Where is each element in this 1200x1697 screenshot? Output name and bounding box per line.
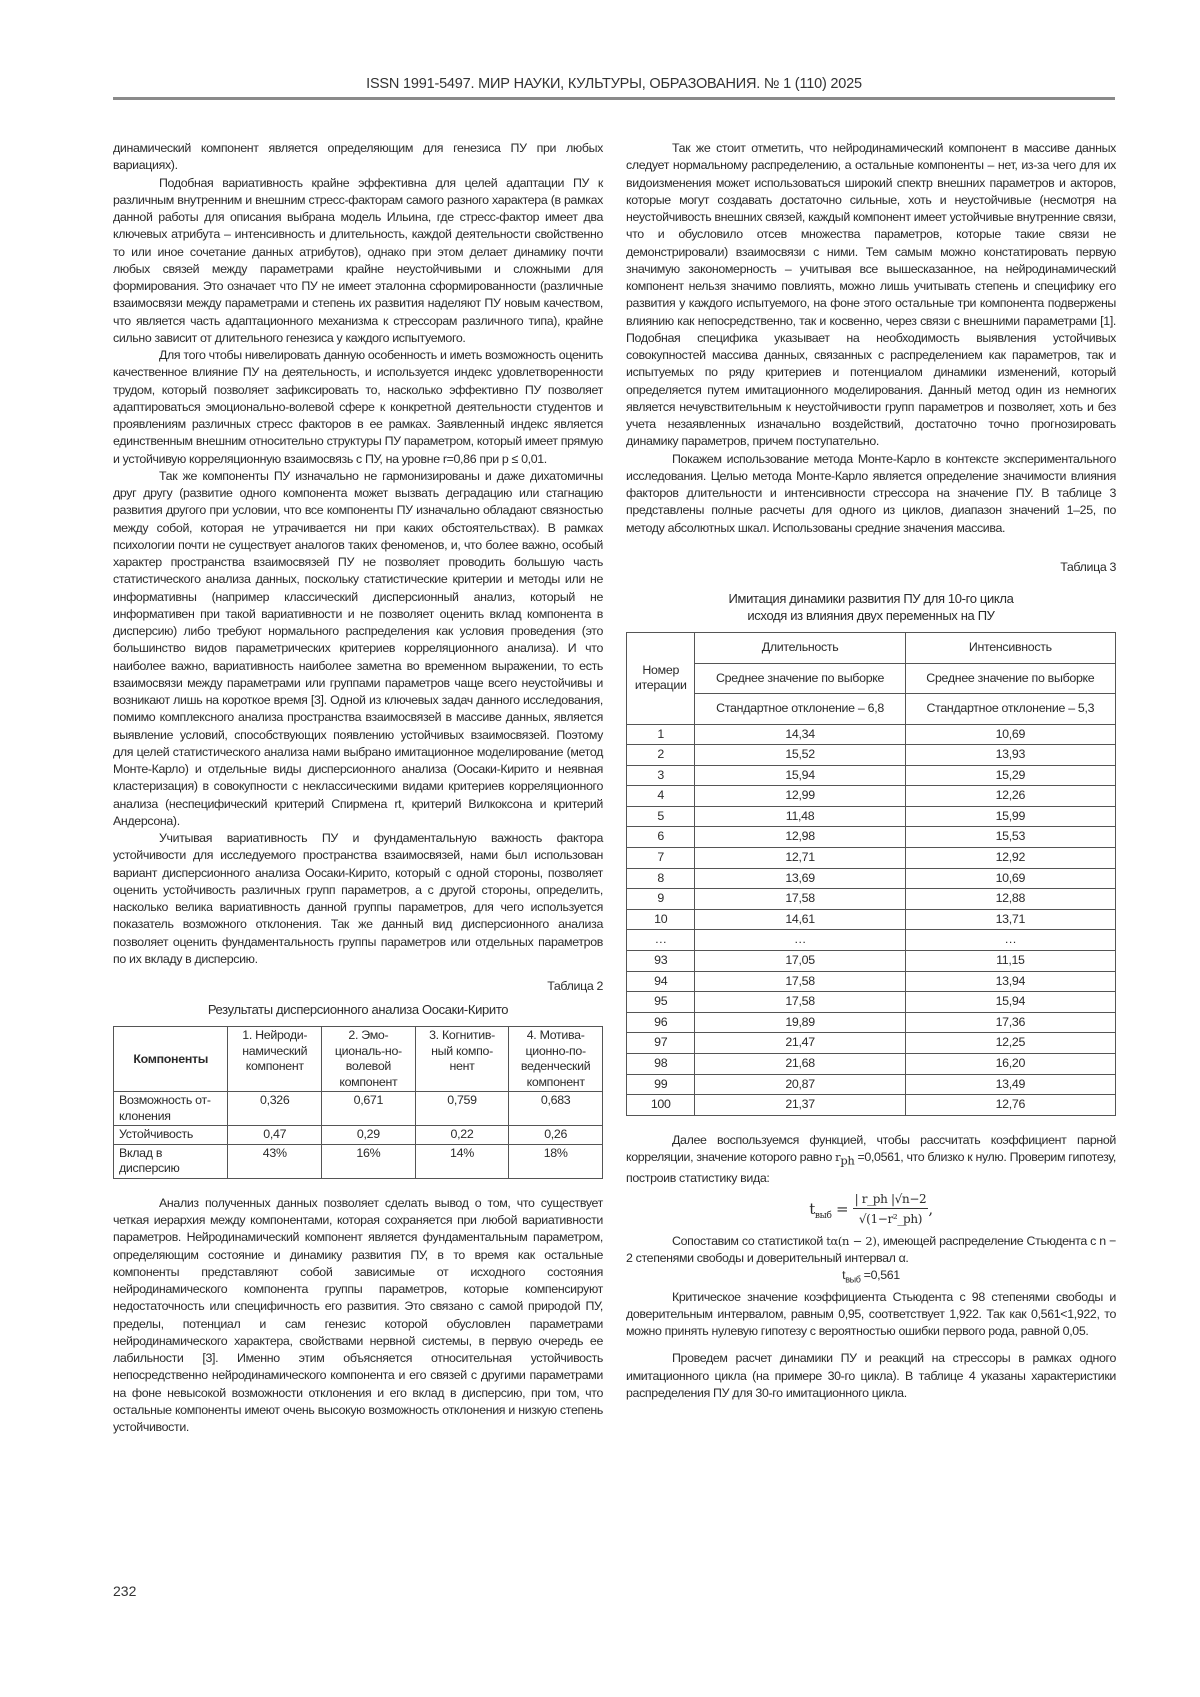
table2 [113,1026,603,1179]
page-number: 232 [113,1583,137,1599]
table3-intensity-cell: 10,69 [905,724,1115,745]
table3-intensity-cell: 16,20 [905,1054,1115,1075]
table2-row-label: Возможность от-клонения [114,1092,228,1126]
paragraph: Далее воспользуемся функцией, чтобы рассчитать коэффициент парной корреляции, значение которого равно $r_{ph} =0,0561$, что близко к нулю. Проверим гипотезу, построив статистику вида: [626,1132,1116,1185]
table3-iteration-cell: 100 [627,1095,695,1116]
table3-row [627,848,1116,869]
table3-row [627,951,1116,972]
table3-iteration-cell: 10 [627,909,695,930]
table3-intensity-cell: 13,71 [905,909,1115,930]
table3-iteration-cell: 97 [627,1033,695,1054]
table2-row [114,1144,603,1178]
table3-iteration-cell: 1 [627,724,695,745]
paragraph: Так же компоненты ПУ изначально не гармонизированы и даже дихатомичны друг другу (развитие одного компонента может вызвать деградацию или стагнацию развития другого при условии, что все компоненты ПУ изначально обладают связностью между собой, которая не утрачивается ни при каких обстоятельствах). В рамках психологии почти не существует аналогов таких феноменов, и, что более важно, особый характер пространства взаимосвязей ПУ не позволяет проводить большую часть статистического анализа данных, поскольку статистические критерии и методы или не информативны (например классический дисперсионный анализ, который не информативен при такой вариативности и не позволяет оценить вклад компонента в дисперсию) либо требуют нормального распределения как условия проведения (это большинство видов параметрических критериев корреляционного анализа). И что наиболее важно, вариативность наиболее заметна во временном выражении, то есть взаимосвязи между параметрами или группами параметров чаще всего неустойчивы и возникают лишь на короткое время [3]. Одной из ключевых задач данного исследования, помимо комплексного анализа пространства взаимосвязей в массиве данных, является выявление условий, способствующих появлению устойчивых взаимосвязей. Поэтому для целей статистического анализа нами выбрано имитационное моделирование (метод Монте-Карло) и отдельные виды дисперсионного анализа (Оосаки-Кирито и неявная кластеризация) в совокупности с неклассическими видами критериев корреляционного анализа (неспецифический критерий Спирмена rt, критерий Вилкоксона и критерий Андерсона). [113,468,603,828]
table3-intensity-cell: 13,94 [905,971,1115,992]
table3-subheader-std: Стандартное отклонение – 6,8 [695,694,905,725]
table3-duration-cell: 21,47 [695,1033,905,1054]
table2-header-cell: Компоненты [114,1027,228,1092]
table3-duration-cell: 14,34 [695,724,905,745]
table3-label: Таблица 3 [1060,559,1116,574]
table3-iteration-cell: 98 [627,1054,695,1075]
table3-iteration-cell: 2 [627,745,695,766]
table2-header-cell: 1. Нейроди-намический компонент [228,1027,322,1092]
t-value: $t_{выб} =0,561$ [842,1268,900,1285]
table3-duration-cell: 21,37 [695,1095,905,1116]
table3-header-duration: Длительность [695,633,905,664]
table3-intensity-cell: 15,94 [905,992,1115,1013]
table3-intensity-cell: 10,69 [905,868,1115,889]
table3-iteration-cell: 8 [627,868,695,889]
table3-duration-cell: … [695,930,905,951]
table3-row [627,765,1116,786]
formula-fraction [853,1191,929,1229]
table3-header-row [627,694,1116,725]
table2-cell: 0,22 [415,1126,509,1145]
table2-row [114,1092,603,1126]
table3-intensity-cell: 12,26 [905,786,1115,807]
table3-duration-cell: 17,58 [695,992,905,1013]
table3-row [627,745,1116,766]
table2-title: Результаты дисперсионного анализа Оосаки-Кирито [207,1002,509,1018]
table3-header-row [627,633,1116,664]
table3-subheader-std: Стандартное отклонение – 5,3 [905,694,1115,725]
table3-row [627,930,1116,951]
table3-iteration-cell: 3 [627,765,695,786]
table3-iteration-cell: 96 [627,1012,695,1033]
table3-intensity-cell: 11,15 [905,951,1115,972]
table3-intensity-cell: 15,29 [905,765,1115,786]
table2-label: Таблица 2 [547,979,603,993]
table3-intensity-cell: 12,25 [905,1033,1115,1054]
table3-row [627,827,1116,848]
table3-row [627,1033,1116,1054]
paragraph: Сопоставим со статистикой tα(n − 2), имеющей распределение Стьюдента с n − 2 степенями свободы и доверительный интервал α. [626,1233,1116,1265]
table3-intensity-cell: 12,76 [905,1095,1115,1116]
table3-row [627,1054,1116,1075]
paragraph: динамический компонент является определяющим для генезиса ПУ при любых вариациях). [113,141,603,173]
table3-subheader-mean: Среднее значение по выборке [695,663,905,694]
table3-row [627,889,1116,910]
table3-iteration-cell: … [627,930,695,951]
table3-duration-cell: 12,71 [695,848,905,869]
table3-row [627,971,1116,992]
paragraph: Анализ полученных данных позволяет сделать вывод о том, что существует четкая иерархия между компонентами, которая сохраняется при любой вариативности параметров. Нейродинамический компонент является фундаментальным параметром, определяющим состояние и динамику развития ПУ, в то время как остальные компоненты представляют собой зависимые от исходного состояния нейродинамического компонента группы параметров, которые компенсируют недостаточность или специфичность его развития. Это связано с самой природой ПУ, пределы, потенциал и сам генезис которой обусловлен параметрами нейродинамического характера, свойствами нервной системы, в первую очередь ее лабильности [3]. Именно этим объясняется относительная устойчивость непосредственно нейродинамического компонента и его связей с другими параметрами на фоне невысокой возможности отклонения и его вклад в дисперсию, при том, что остальные компоненты имеют очень высокую возможность отклонения и низкую степень устойчивости. [113,1195,603,1434]
formula-numerator: | r_ph |√n−2 [853,1191,929,1209]
table3-row [627,724,1116,745]
table3-duration-cell: 15,94 [695,765,905,786]
table2-header-cell: 2. Эмо-циональ-но-волевой компонент [322,1027,416,1092]
table3-row [627,1074,1116,1095]
right-column [626,140,1116,1402]
table2-cell: 18% [509,1144,603,1178]
table3-iteration-cell: 99 [627,1074,695,1095]
table3-title-line2: исходя из влияния двух переменных на ПУ [747,608,995,623]
table2-row [114,1126,603,1145]
table3-intensity-cell: … [905,930,1115,951]
table3-duration-cell: 15,52 [695,745,905,766]
table3-duration-cell: 14,61 [695,909,905,930]
table2-cell: 0,47 [228,1126,322,1145]
table3-row [627,806,1116,827]
paragraph: Так же стоит отметить, что нейродинамический компонент в массиве данных следует нормальному распределению, а остальные компоненты – нет, из-за чего для их видоизменения может использоваться широкий спектр внешних параметров и акторов, которые могут создавать достаточно сильные, хоть и неустойчивые (несмотря на неустойчивость внешних связей, каждый компонент имеет устойчивые внутренние связи, что и обусловило отсев множества параметров, которые такие связи не демонстрировали) взаимосвязи с ними. Тем самым можно констатировать первую значимую закономерность – учитывая все вышесказанное, на нейродинамический компонент нельзя значимо повлиять, можно лишь учитывать степень и специфику его развития у каждого испытуемого, на фоне этого остальные три компонента подвержены влиянию как непосредственно, так и косвенно, через связи с внешними параметрами [1]. Подобная специфика указывает на необходимость выявления устойчивых совокупностей массива данных, связанных с распределением как параметров, так и испытуемых по ряду критериев и потенциалом динамики изменений, который определяется путем имитационного моделирования. Данный метод один из немногих является нечувствительным к неустойчивости групп параметров и позволяет, хоть и без учета незаявленных изначально воздействий, достаточно точно прогнозировать динамику параметров, причем поступательно. [626,141,1116,449]
table3-iteration-cell: 7 [627,848,695,869]
table2-cell: 43% [228,1144,322,1178]
table3-iteration-cell: 4 [627,786,695,807]
table3-duration-cell: 17,05 [695,951,905,972]
table3-duration-cell: 12,98 [695,827,905,848]
table3-header-intensity: Интенсивность [905,633,1115,664]
paragraph: Покажем использование метода Монте-Карло в контексте экспериментального исследования. Целью метода Монте-Карло является определение значимости влияния факторов длительности и интенсивности стрессора на значение ПУ. В таблице 3 представлены полные расчеты для одного из циклов, диапазон значений 1–25, по методу абсолютных шкал. Использованы средние значения массива. [626,451,1116,535]
table3-iteration-cell: 5 [627,806,695,827]
table3-iteration-cell: 94 [627,971,695,992]
table2-cell: 0,671 [322,1092,416,1126]
table3-header-row [627,663,1116,694]
table3-intensity-cell: 17,36 [905,1012,1115,1033]
table2-cell: 0,683 [509,1092,603,1126]
table3-intensity-cell: 12,92 [905,848,1115,869]
table2-row-label: Вклад в дисперсию [114,1144,228,1178]
table3-iteration-cell: 9 [627,889,695,910]
table3-duration-cell: 13,69 [695,868,905,889]
table2-header-cell: 3. Когнитив-ный компо-нент [415,1027,509,1092]
paragraph: Для того чтобы нивелировать данную особенность и иметь возможность оценить качественное влияние ПУ на деятельность, и используется индекс удовлетворенности трудом, который позволяет зафиксировать то, насколько эффективно ПУ позволяет адаптироваться эмоционально-волевой сфере к конкретной деятельности студентов и проявлениям различных стресс факторов в ее рамках. Заявленный индекс является единственным внешним относительно структуры ПУ параметром, который имеет прямую и устойчивую корреляционную взаимосвязь с ПУ, на уровне r=0,86 при p ≤ 0,01. [113,348,603,466]
table2-header-row [114,1027,603,1092]
table2-cell: 0,29 [322,1126,416,1145]
table3-intensity-cell: 15,99 [905,806,1115,827]
table3-iteration-cell: 95 [627,992,695,1013]
table2-row-label: Устойчивость [114,1126,228,1145]
table2-cell: 0,326 [228,1092,322,1126]
table3-title-line1: Имитация динамики развития ПУ для 10-го цикла [728,591,1014,606]
table3-subheader-mean: Среднее значение по выборке [905,663,1115,694]
t-statistic-formula: $t_{выб}$ = $\frac{| r\_ph |√n-2}{\text{√(1−r²\_ph)}}$ , [626,1191,1116,1229]
paragraph: Критическое значение коэффициента Стьюдента с 98 степенями свободы и доверительным интервалом, равным 0,95, соответствует 1,922. Так как 0,561<1,922, то можно принять нулевую гипотезу с вероятностью ошибки первого рода, равной 0,05. [626,1289,1116,1339]
table3-duration-cell: 11,48 [695,806,905,827]
table3-header-iteration: Номер итерации [627,633,695,725]
table3-row [627,868,1116,889]
table2-cell: 16% [322,1144,416,1178]
table3-intensity-cell: 13,93 [905,745,1115,766]
table3-iteration-cell: 6 [627,827,695,848]
paragraph: Подобная вариативность крайне эффективна для целей адаптации ПУ к различным внутренним и внешним стресс-факторам самого разного характера (в рамках данной работы для описания выбрана модель Ильина, где стресс-фактор имеет два ключевых атрибута – интенсивность и длительность, каждой деятельности свойственно то или иное сочетание данных атрибутов), однако при этом делает динамику почти любых связей между параметрами крайне неустойчивыми и сложными для формирования. Это означает что ПУ не имеет эталонна сформированности (различные взаимосвязи между параметрами и степень их развития наделяют ПУ новым качеством, что является часть адаптационного механизма к стрессорам различного типа), крайне сильно зависит от длительного генезиса у каждого испытуемого. [113,175,603,345]
table3-iteration-cell: 93 [627,951,695,972]
running-header: ISSN 1991-5497. МИР НАУКИ, КУЛЬТУРЫ, ОБРАЗОВАНИЯ. № 1 (110) 2025 [366,76,862,92]
table3-row [627,1095,1116,1116]
table3-row [627,992,1116,1013]
table3-title [626,590,1116,624]
paragraph: Проведем расчет динамики ПУ и реакций на стрессоры в рамках одного имитационного цикла (на примере 30-го цикла). В таблице 4 указаны характеристики распределения ПУ для 30-го имитационного цикла. [626,1351,1116,1400]
table3-duration-cell: 21,68 [695,1054,905,1075]
table3-duration-cell: 20,87 [695,1074,905,1095]
table3-intensity-cell: 12,88 [905,889,1115,910]
table2-cell: 0,26 [509,1126,603,1145]
table3-intensity-cell: 15,53 [905,827,1115,848]
table2-cell: 14% [415,1144,509,1178]
table3-duration-cell: 17,58 [695,889,905,910]
table2-cell: 0,759 [415,1092,509,1126]
left-column [113,140,603,1436]
header-divider [113,97,1115,100]
table3-duration-cell: 19,89 [695,1012,905,1033]
table3-row [627,909,1116,930]
table3-row [627,1012,1116,1033]
r-symbol: r [835,1150,841,1165]
table3-duration-cell: 17,58 [695,971,905,992]
formula-denominator: √(1−r²_ph) [858,1212,923,1227]
table3-row [627,786,1116,807]
paragraph: Учитывая вариативность ПУ и фундаментальную важность фактора устойчивости для исследуемого пространства взаимосвязей, нами был использован вариант дисперсионного анализа Оосаки-Кирито, который с одной стороны, позволяет оценить устойчивость различных групп параметров, а с другой стороны, определить, насколько велика вариативность данной группы параметров, для чего используется показатель возможного отклонения. Так же данный вид дисперсионного анализа позволяет оценить фундаментальность группы параметров или отдельных параметров по их вкладу в дисперсию. [113,831,603,966]
table3-intensity-cell: 13,49 [905,1074,1115,1095]
table3 [626,632,1116,1116]
table3-duration-cell: 12,99 [695,786,905,807]
table2-header-cell: 4. Мотива-ционно-по-веденческий компонент [509,1027,603,1092]
